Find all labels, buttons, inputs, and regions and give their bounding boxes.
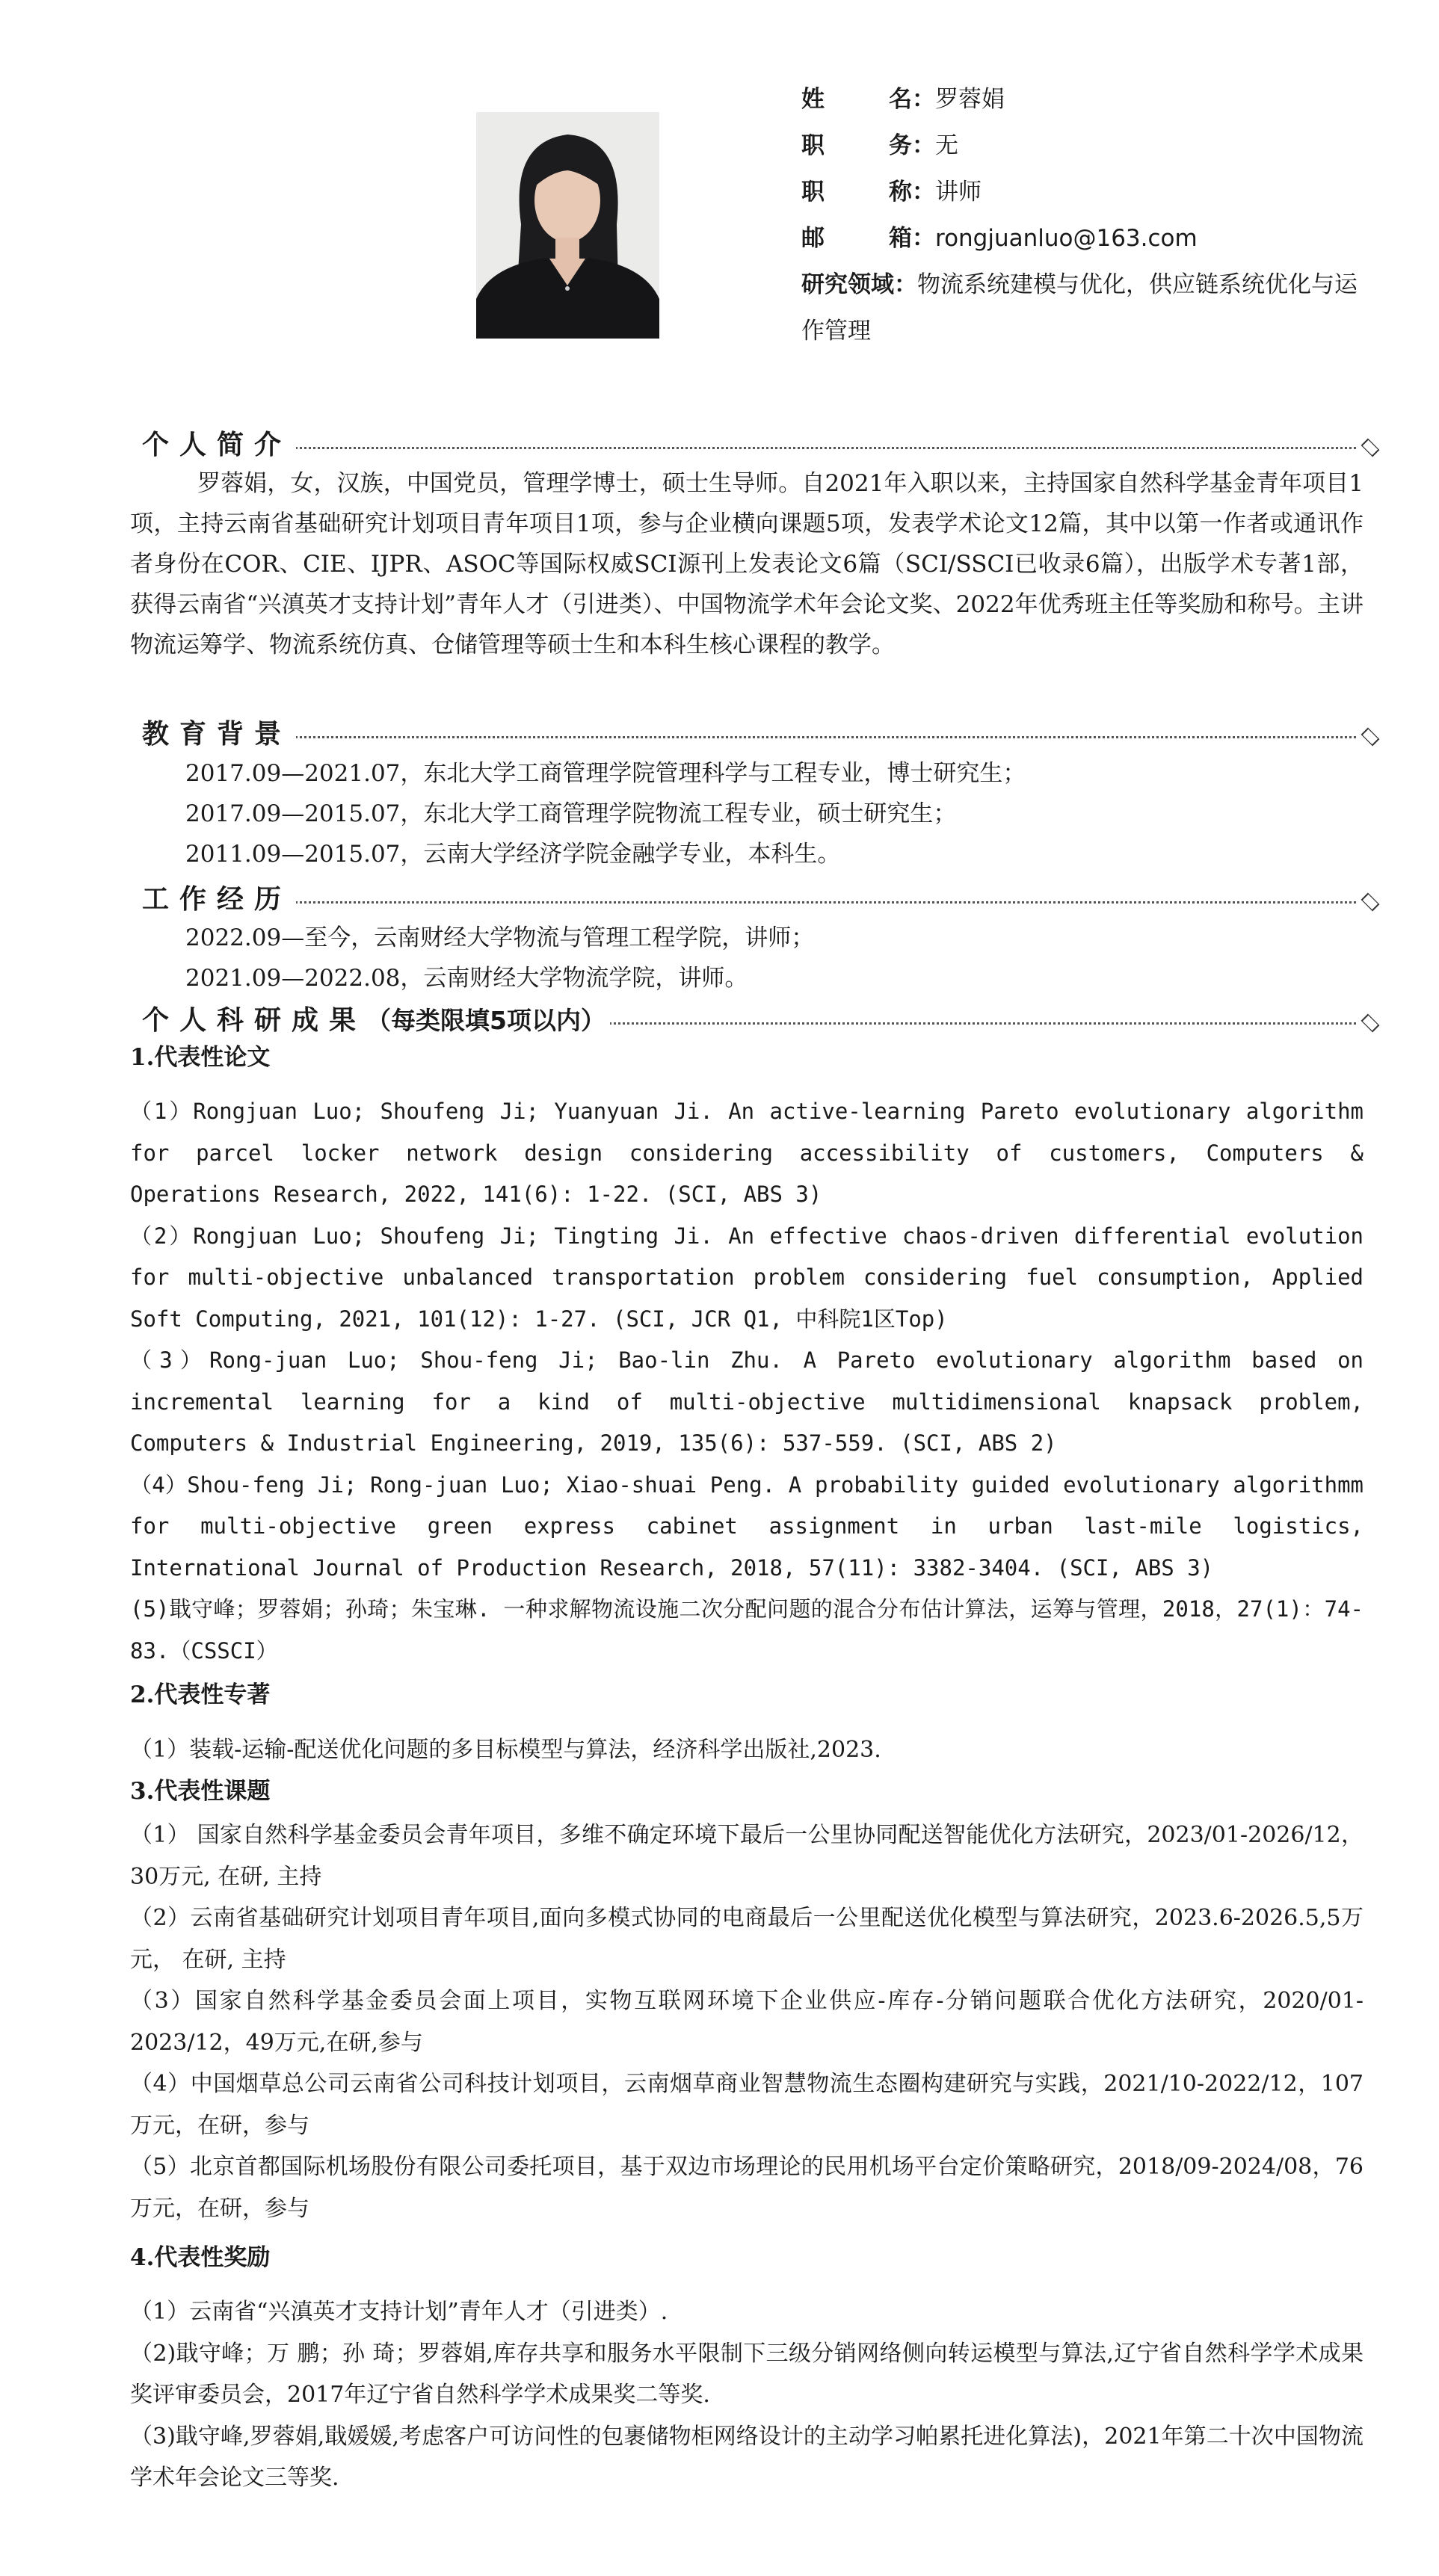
awards-list <box>130 2291 1363 2499</box>
colon: ： <box>912 225 935 252</box>
paper-item: (5)戢守峰；罗蓉娟；孙琦；朱宝琳. 一种求解物流设施二次分配问题的混合分布估计算法，运筹与管理，2018，27(1)：74-83.（CSSCI） <box>130 1596 1363 1664</box>
education-list <box>130 753 1371 874</box>
research-row <box>801 262 1369 354</box>
education-item: 2011.09—2015.07，云南大学经济学院金融学专业，本科生。 <box>185 841 841 868</box>
diamond-icon <box>1361 893 1380 912</box>
position-value: 无 <box>935 132 958 159</box>
name-label: 姓 名 <box>801 86 912 113</box>
work-item: 2022.09—至今，云南财经大学物流与管理工程学院，讲师； <box>185 924 815 951</box>
name-row <box>801 76 1369 123</box>
paper-item: （4）Shou-feng Ji; Rong-juan Luo; Xiao-shuai Peng. A probability guided evolutionary algorithmm for multi-objective green express cabinet assignment in urban last-mile logistics, International Journal of Production Research, 2018, 57(11): 3382-3404. (SCI, ABS 3) <box>130 1471 1363 1581</box>
colon: ： <box>894 271 917 298</box>
award-item: （3)戢守峰,罗蓉娟,戢媛媛,考虑客户可访问性的包裹储物柜网络设计的主动学习帕累托进化算法)，2021年第二十次中国物流学术年会论文三等奖. <box>130 2423 1363 2491</box>
award-item: （2)戢守峰；万 鹏；孙 琦；罗蓉娟,库存共享和服务水平限制下三级分销网络侧向转运模型与算法,辽宁省自然科学学术成果奖评审委员会，2017年辽宁省自然科学学术成果奖二等奖. <box>130 2340 1363 2408</box>
projects-heading: 3.代表性课题 <box>130 1778 271 1805</box>
research-label: 研究领域 <box>801 271 894 298</box>
education-item: 2017.09—2021.07，东北大学工商管理学院管理科学与工程专业，博士研究生； <box>185 760 1026 787</box>
title-value: 讲师 <box>935 179 982 206</box>
papers-list <box>130 1091 1363 1672</box>
section-heading-research <box>142 1000 1390 1042</box>
colon: ： <box>912 132 935 159</box>
projects-list <box>130 1814 1363 2229</box>
project-item: （5）北京首都国际机场股份有限公司委托项目，基于双边市场理论的民用机场平台定价策略研究，2018/09-2024/08，76万元，在研，参与 <box>130 2154 1363 2222</box>
research-value: 物流系统建模与优化，供应链系统优化与运作管理 <box>801 271 1358 345</box>
diamond-icon <box>1361 439 1380 457</box>
project-item: （4）中国烟草总公司云南省公司科技计划项目，云南烟草商业智慧物流生态圈构建研究与实践，2021/10-2022/12，107万元，在研，参与 <box>130 2071 1363 2139</box>
dotted-rule <box>142 901 1356 904</box>
book-item: （1）装载-运输-配送优化问题的多目标模型与算法，经济科学出版社,2023. <box>130 1737 881 1763</box>
work-item: 2021.09—2022.08，云南财经大学物流学院，讲师。 <box>185 965 748 992</box>
position-label: 职 务 <box>801 132 912 159</box>
project-item: （2）云南省基础研究计划项目青年项目,面向多模式协同的电商最后一公里配送优化模型与算法研究，2023.6-2026.5,5万元， 在研, 主持 <box>130 1905 1363 1973</box>
name-value: 罗蓉娟 <box>935 86 1005 113</box>
portrait-image <box>476 112 659 339</box>
email-row <box>801 215 1369 262</box>
paper-item: （1）Rongjuan Luo; Shoufeng Ji; Yuanyuan Ji. An active-learning Pareto evolutionary algorithm for parcel locker network design considering accessibility of customers, Computers & Operations Research, 2022, 141(6): 1-22. (SCI, ABS 3) <box>130 1099 1363 1207</box>
project-item: （3）国家自然科学基金委员会面上项目，实物互联网环境下企业供应-库存-分销问题联合优化方法研究，2020/01-2023/12，49万元,在研,参与 <box>130 1988 1363 2056</box>
section-title: 工作经历 <box>142 879 296 921</box>
dotted-rule <box>142 447 1356 449</box>
colon: ： <box>912 86 935 113</box>
intro-paragraph <box>130 463 1363 665</box>
profile-photo <box>476 112 659 339</box>
project-item: （1） 国家自然科学基金委员会青年项目，多维不确定环境下最后一公里协同配送智能优化方法研究，2023/01-2026/12，30万元, 在研, 主持 <box>130 1822 1363 1890</box>
email-label: 邮 箱 <box>801 225 912 252</box>
section-heading-intro <box>142 424 1390 466</box>
paper-item: （2）Rongjuan Luo; Shoufeng Ji; Tingting Ji. An effective chaos-driven differential evolution for multi-objective unbalanced transportation problem considering fuel consumption, Applied Soft Computing, 2021, 101(12): 1-27. (SCI, JCR Q1, 中科院1区Top) <box>130 1223 1363 1332</box>
awards-heading: 4.代表性奖励 <box>130 2244 271 2271</box>
work-list <box>130 918 1371 998</box>
education-item: 2017.09—2015.07，东北大学工商管理学院物流工程专业，硕士研究生； <box>185 800 957 827</box>
position-row <box>801 123 1369 169</box>
section-heading-education <box>142 714 1390 756</box>
intro-text: 罗蓉娟，女，汉族，中国党员，管理学博士，硕士生导师。自2021年入职以来，主持国家自然科学基金青年项目1项，主持云南省基础研究计划项目青年项目1项，参与企业横向课题5项，发表学术论文12篇，其中以第一作者或通讯作者身份在COR、CIE、IJPR、ASOC等国际权威SCI源刊上发表论文6篇（SCI/SSCI已收录6篇），出版学术专著1部，获得云南省“兴滇英才支持计划”青年人才（引进类）、中国物流学术年会论文奖、2022年优秀班主任等奖励和称号。主讲物流运筹学、物流系统仿真、仓储管理等硕士生和本科生核心课程的教学。 <box>130 470 1363 658</box>
email-value: rongjuanluo@163.com <box>935 225 1198 252</box>
title-label: 职 称 <box>801 179 912 206</box>
section-heading-work <box>142 879 1390 921</box>
colon: ： <box>912 179 935 206</box>
section-title: 个人科研成果（每类限填5项以内） <box>142 1000 610 1042</box>
award-item: （1）云南省“兴滇英才支持计划”青年人才（引进类）. <box>130 2299 668 2325</box>
section-note: （每类限填5项以内） <box>366 1006 606 1035</box>
dotted-rule <box>142 736 1356 738</box>
books-list <box>130 1729 1363 1771</box>
section-title: 个人简介 <box>142 424 296 466</box>
profile-info <box>801 76 1369 354</box>
diamond-icon <box>1361 1014 1380 1033</box>
paper-item: （3）Rong-juan Luo; Shou-feng Ji; Bao-lin Zhu. A Pareto evolutionary algorithm based on incremental learning for a kind of multi-objective multidimensional knapsack problem, Computers & Industrial Engineering, 2019, 135(6): 537-559. (SCI, ABS 2) <box>130 1347 1363 1456</box>
books-heading: 2.代表性专著 <box>130 1681 271 1708</box>
diamond-icon <box>1361 728 1380 747</box>
section-title: 教育背景 <box>142 714 296 756</box>
title-row <box>801 169 1369 215</box>
papers-heading: 1.代表性论文 <box>130 1044 271 1071</box>
